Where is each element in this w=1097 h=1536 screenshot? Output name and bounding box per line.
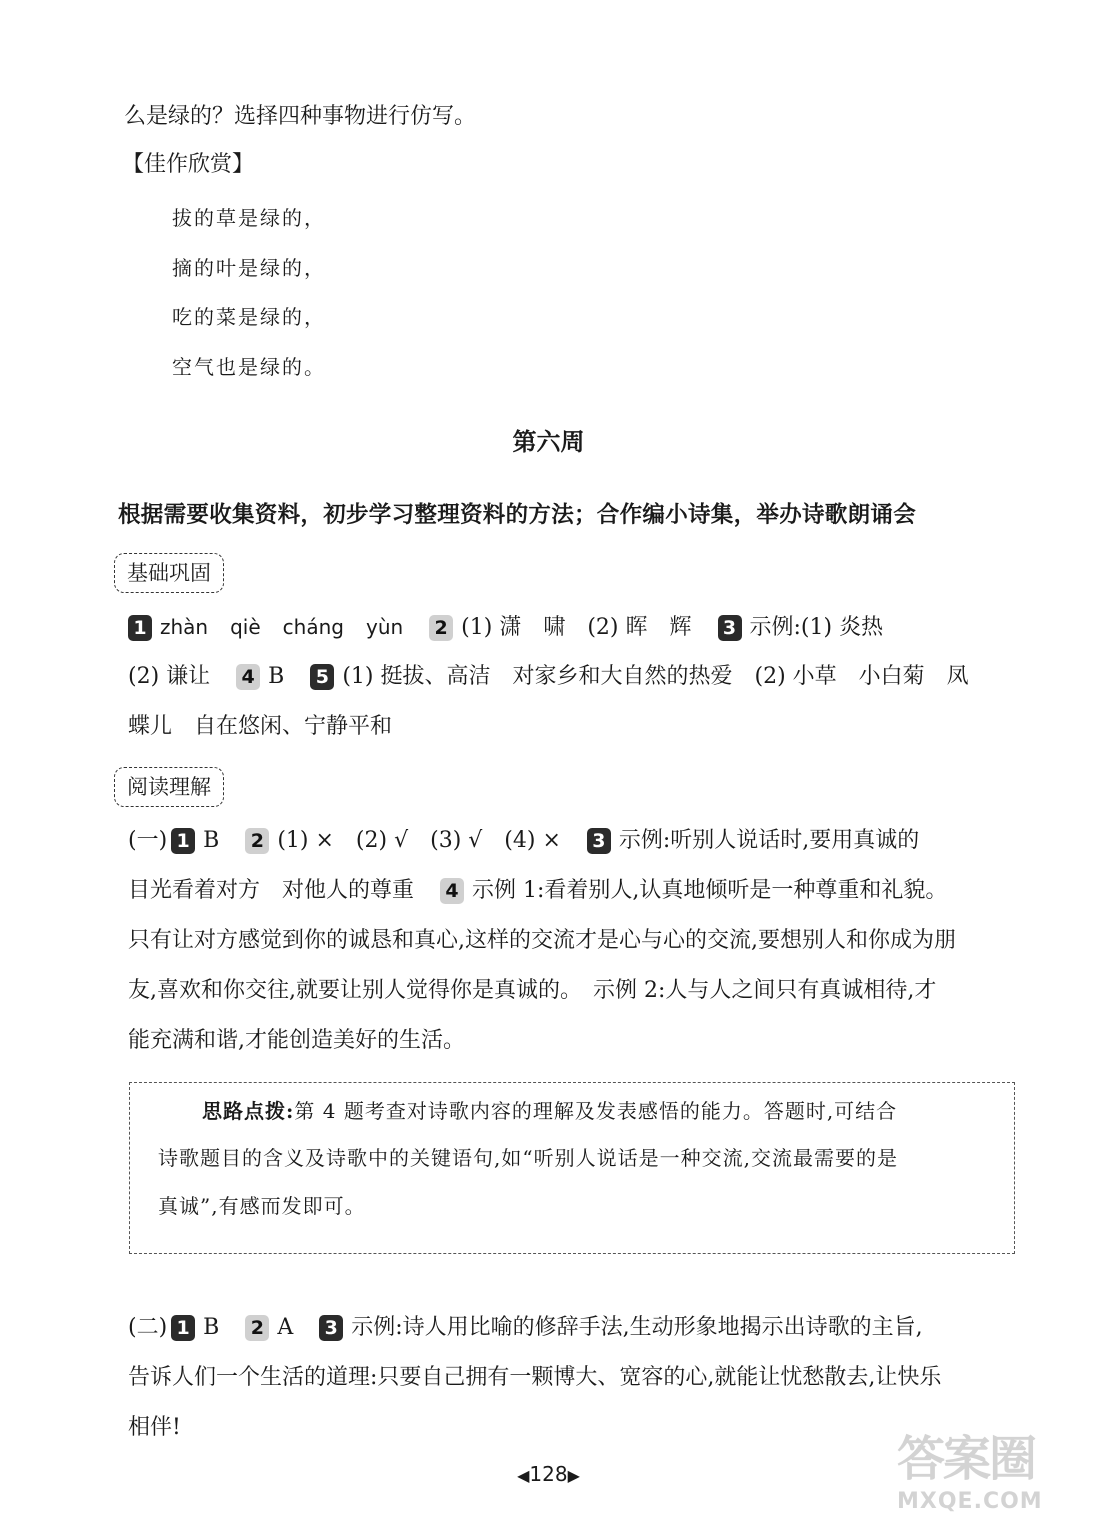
question-number-5: 5 [310,664,334,690]
answer-5b: 蝶儿 自在悠闲、宁静平和 [128,714,393,739]
watermark-top: 答案圈 [897,1431,1036,1487]
part1-prefix: (一) [128,828,168,853]
page-number-text: 128 [529,1462,568,1486]
p2-answer-1: B [203,1315,220,1340]
watermark-bottom: MXQE.COM [897,1489,1043,1514]
pinyin-1: zhàn [160,615,209,639]
p1-answer-3a: 示例:听别人说话时,要用真诚的 [618,828,920,853]
reading-line-1 [128,826,919,856]
answer-4: B [268,664,285,689]
answer-3b: (2) 谦让 [128,664,211,689]
pinyin-2: qiè [230,615,261,639]
p1-number-2: 2 [245,828,269,854]
p2-answer-2: A [277,1315,294,1340]
poem-line-3: 吃的菜是绿的， [172,305,326,329]
question-number-1: 1 [128,615,152,641]
p2-answer-3b: 告诉人们一个生活的道理:只要自己拥有一颗博大、宽容的心,就能让忧愁散去,让快乐 [128,1365,942,1390]
poem-line-4: 空气也是绿的。 [172,355,326,379]
poem-line-2: 摘的叶是绿的， [172,256,326,280]
part2-prefix: (二) [128,1315,168,1340]
answer-5a: (1) 挺拔、高洁 对家乡和大自然的热爱 (2) 小草 小白菊 凤 [342,664,969,689]
left-triangle-icon: ◀ [517,1466,530,1485]
p1-number-4: 4 [440,878,464,904]
section-label-reading: 阅读理解 [114,767,224,807]
tip-label: 思路点拨: [202,1099,295,1123]
p1-answer-3b: 目光看着对方 对他人的尊重 [128,878,415,903]
reading-part2-line-1 [128,1313,923,1343]
p2-answer-3c: 相伴! [128,1415,181,1440]
p1-number-3: 3 [587,828,611,854]
section-label-basics: 基础巩固 [114,553,224,593]
p1-answer-4b: 只有让对方感觉到你的诚恳和真心,这样的交流才是心与心的交流,要想别人和你成为朋 [128,928,956,953]
p2-answer-3a: 示例:诗人用比喻的修辞手法,生动形象地揭示出诗歌的主旨, [351,1315,923,1340]
watermark-logo [897,1420,1077,1530]
intro-text: 么是绿的？选择四种事物进行仿写。 [124,104,477,129]
answer-3a: 示例:(1) 炎热 [749,615,884,640]
p2-number-2: 2 [245,1315,269,1341]
basics-line-1 [124,612,883,643]
p1-answer-4c: 友,喜欢和你交往,就要让别人觉得你是真诚的。 示例 2:人与人之间只有真诚相待,才 [128,978,937,1003]
appreciation-label: 【佳作欣赏】 [122,152,255,177]
question-number-4: 4 [236,664,260,690]
reading-line-2 [128,876,947,906]
p1-answer-1: B [203,828,220,853]
poem-line-1: 拔的草是绿的， [172,206,326,230]
p1-number-1: 1 [171,828,195,854]
pinyin-3: cháng [282,615,344,639]
section-subtitle: 根据需要收集资料，初步学习整理资料的方法；合作编小诗集，举办诗歌朗诵会 [118,502,917,528]
week-title: 第六周 [512,428,585,456]
question-number-2: 2 [429,615,453,641]
tip-line-1 [202,1097,897,1125]
answer-2: (1) 潇 啸 (2) 晖 辉 [461,615,692,640]
basics-line-2 [128,662,969,692]
p1-answer-2: (1) × (2) √ (3) √ (4) × [277,828,561,853]
tip-line-3: 真诚”,有感而发即可。 [158,1194,366,1218]
right-triangle-icon: ▶ [567,1466,580,1485]
p1-answer-4d: 能充满和谐,才能创造美好的生活。 [128,1028,465,1053]
p1-answer-4a: 示例 1:看着别人,认真地倾听是一种尊重和礼貌。 [472,878,948,903]
question-number-3: 3 [718,615,742,641]
tip-line-2: 诗歌题目的含义及诗歌中的关键语句,如“听别人说话是一种交流,交流最需要的是 [158,1146,898,1170]
pinyin-4: yùn [365,615,404,639]
tip-text-1: 第 4 题考查对诗歌内容的理解及发表感悟的能力。答题时,可结合 [294,1099,898,1123]
p2-number-3: 3 [319,1315,343,1341]
p2-number-1: 1 [171,1315,195,1341]
